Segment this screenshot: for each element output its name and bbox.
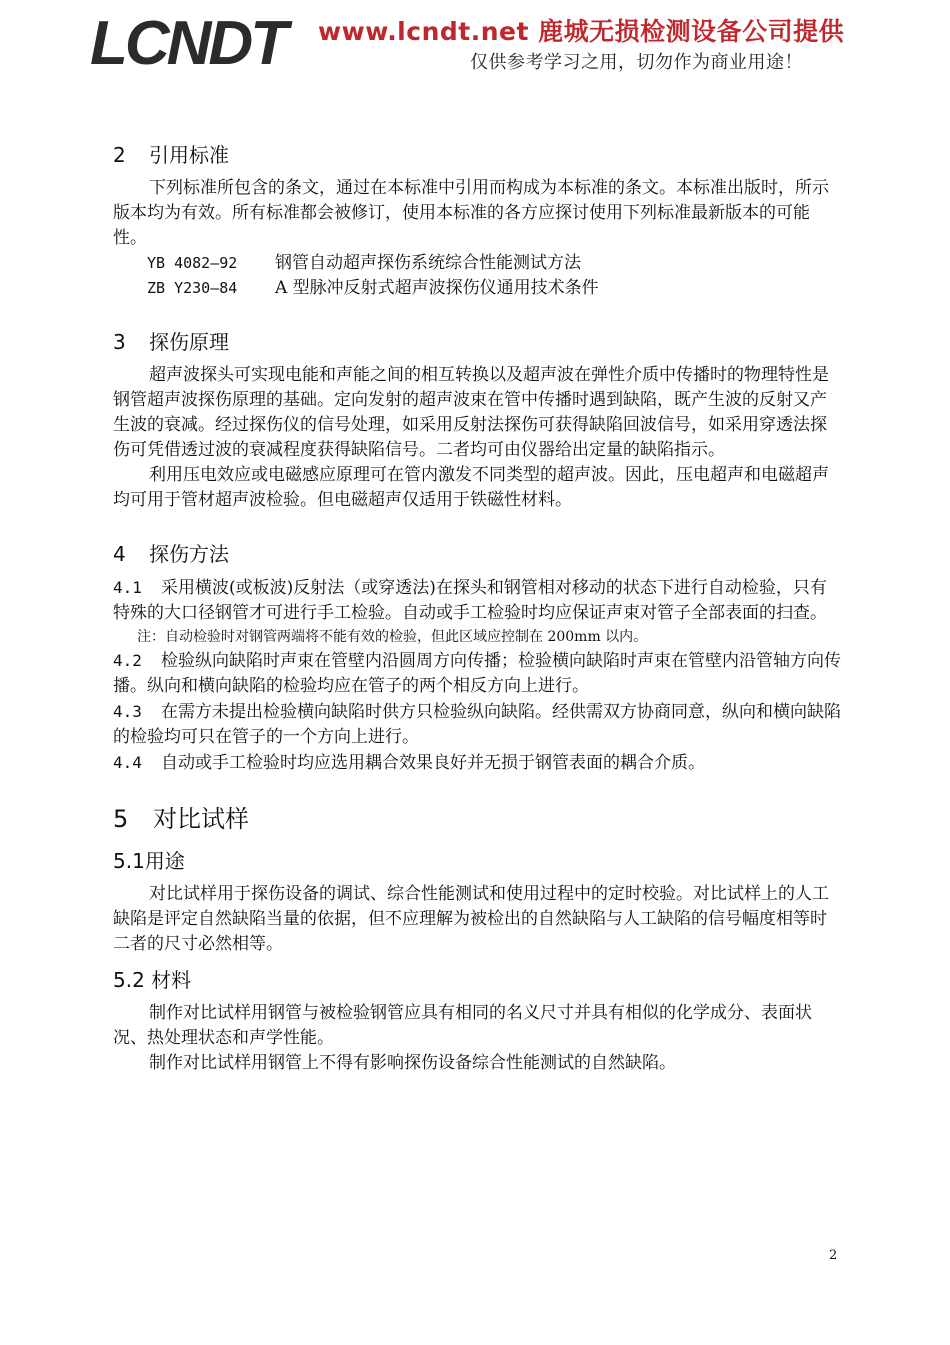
paragraph: 制作对比试样用钢管与被检验钢管应具有相同的名义尺寸并具有相似的化学成分、表面状况、热处理状态和声学性能。 [113,1003,812,1048]
site-banner: www.lcndt.net 鹿城无损检测设备公司提供 [318,17,845,46]
clause-4-2: 4.2 检验纵向缺陷时声束在管壁内沿圆周方向传播；检验横向缺陷时声束在管壁内沿管轴方向传播。纵向和横向缺陷的检验均应在管子的两个相反方向上进行。 [113,651,841,696]
clause-4-3: 4.3 在需方未提出检验横向缺陷时供方只检验纵向缺陷。经供需双方协商同意，纵向和横向缺陷的检验均可只在管子的一个方向上进行。 [113,702,841,747]
paragraph: 下列标准所包含的条文，通过在本标准中引用而构成为本标准的条文。本标准出版时，所示版本均为有效。所有标准都会被修订，使用本标准的各方应探讨使用下列标准最新版本的可能性。 [113,178,829,248]
section-heading-3: 3 探伤原理 [113,330,229,354]
note: 注：自动检验时对钢管两端将不能有效的检验，但此区域应控制在 200mm 以内。 [137,629,648,645]
page-header [0,0,950,90]
section-heading-4: 4 探伤方法 [113,542,229,566]
paragraph: 对比试样用于探伤设备的调试、综合性能测试和使用过程中的定时校验。对比试样上的人工缺陷是评定自然缺陷当量的依据，但不应理解为被检出的自然缺陷与人工缺陷的信号幅度相等时二者的尺寸必然相等。 [113,884,829,954]
disclaimer-text: 仅供参考学习之用，切勿作为商业用途！ [470,52,803,73]
clause-4-1: 4.1 采用横波(或板波)反射法（或穿透法)在探头和钢管相对移动的状态下进行自动检验，只有特殊的大口径钢管才可进行手工检验。自动或手工检验时均应保证声束对管子全部表面的扫查。 [113,578,827,623]
subsection-heading-5-1: 5.1用途 [113,849,185,873]
document-body [113,140,841,1076]
reference-item: ZB Y230—84 A 型脉冲反射式超声波探伤仪通用技术条件 [147,278,599,298]
reference-item: YB 4082—92 钢管自动超声探伤系统综合性能测试方法 [147,253,581,273]
subsection-heading-5-2: 5.2 材料 [113,968,192,992]
section-heading-5: 5 对比试样 [113,805,249,833]
svg-text:LCNDT: LCNDT [90,12,286,72]
page-number: 2 [829,1248,838,1263]
paragraph: 制作对比试样用钢管上不得有影响探伤设备综合性能测试的自然缺陷。 [149,1053,676,1073]
section-heading-2: 2 引用标准 [113,143,229,167]
clause-4-4: 4.4 自动或手工检验时均应选用耦合效果良好并无损于钢管表面的耦合介质。 [113,753,705,773]
paragraph: 利用压电效应或电磁感应原理可在管内激发不同类型的超声波。因此，压电超声和电磁超声均可用于管材超声波检验。但电磁超声仅适用于铁磁性材料。 [113,465,829,510]
lcndt-logo [90,12,300,72]
paragraph: 超声波探头可实现电能和声能之间的相互转换以及超声波在弹性介质中传播时的物理特性是钢管超声波探伤原理的基础。定向发射的超声波束在管中传播时遇到缺陷，既产生波的反射又产生波的衰减。经过探伤仪的信号处理，如采用反射法探伤可获得缺陷回波信号，如采用穿透法探伤可凭借透过波的衰减程度获得缺陷信号。二者均可由仪器给出定量的缺陷指示。 [113,365,829,460]
